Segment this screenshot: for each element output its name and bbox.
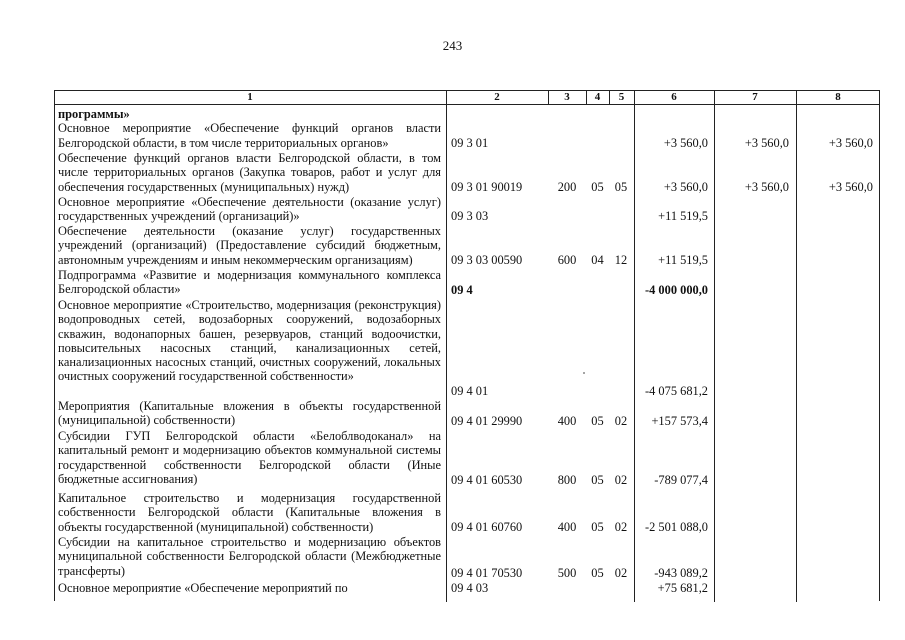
row-description: Основное мероприятие «Обеспечение мероприятий по [58, 581, 348, 595]
table-row [58, 298, 441, 384]
row-description: Обеспечение функций органов власти Белгородской области, в том числе территориальных органов (Закупка товаров, работ и услуг для обеспечения государственных (муниципальных) нужд) [58, 151, 441, 194]
row-subsection: 12 [614, 253, 628, 267]
table-row [58, 581, 441, 595]
row-section: 05 [591, 180, 604, 194]
table-row [58, 268, 441, 297]
row-value-col7: +3 560,0 [744, 136, 789, 150]
row-value-col6: -943 089,2 [654, 566, 708, 580]
table-row [58, 151, 441, 194]
row-description: Подпрограмма «Развитие и модернизация коммунального комплекса Белгородской области» [58, 268, 441, 297]
row-section: 05 [591, 520, 604, 534]
row-subsection: 02 [614, 520, 628, 534]
header-col-1: 1 [247, 91, 253, 103]
row-value-col6: +3 560,0 [663, 180, 708, 194]
row-code: 09 4 01 60760 [451, 520, 523, 534]
row-code: 09 3 01 90019 [451, 180, 523, 194]
table-row [58, 429, 441, 486]
row-expense-type: 600 [557, 253, 577, 267]
row-expense-type: 500 [557, 566, 577, 580]
row-description: Основное мероприятие «Обеспечение деятельности (оказание услуг) государственных учреждений (организаций)» [58, 195, 441, 224]
table-row [58, 224, 441, 267]
row-value-col6: +3 560,0 [663, 136, 708, 150]
row-description: Капитальное строительство и модернизация государственной собственности Белгородской области (Капитальные вложения в объекты государственной (муниципальной) собственности) [58, 491, 441, 534]
row-subsection: 02 [614, 473, 628, 487]
page-number: 243 [442, 38, 463, 53]
header-col-2: 2 [494, 91, 500, 103]
row-section: 05 [591, 566, 604, 580]
row-value-col6: -4 075 681,2 [645, 384, 708, 398]
header-col-7: 7 [752, 91, 758, 103]
column-divider [714, 90, 715, 602]
row-code: 09 4 [451, 283, 473, 297]
row-value-col6: +75 681,2 [657, 581, 708, 595]
row-value-col8: +3 560,0 [828, 136, 873, 150]
header-col-3: 3 [564, 91, 570, 103]
column-divider [446, 90, 447, 602]
column-divider [796, 90, 797, 602]
row-description: Субсидии на капитальное строительство и модернизацию объектов муниципальной собственности Белгородской области (Межбюджетные трансферты) [58, 535, 441, 578]
row-value-col6: -2 501 088,0 [645, 520, 708, 534]
row-expense-type: 400 [557, 414, 577, 428]
header-col-4: 4 [594, 91, 601, 103]
header-col-5: 5 [618, 91, 625, 103]
header-col-6: 6 [671, 91, 677, 103]
row-code: 09 4 01 60530 [451, 473, 523, 487]
row-section: 05 [591, 473, 604, 487]
row-description: Основное мероприятие «Обеспечение функций органов власти Белгородской области, в том числе территориальных органов» [58, 121, 441, 150]
table-row [58, 107, 441, 150]
row-code: 09 4 01 70530 [451, 566, 523, 580]
row-value-col6: +11 519,5 [658, 209, 708, 223]
row-value-col6: +11 519,5 [658, 253, 708, 267]
row-value-col6: -4 000 000,0 [645, 283, 708, 297]
row-subsection: 05 [614, 180, 628, 194]
row-code: 09 3 03 00590 [451, 253, 523, 267]
row-section: 04 [591, 253, 604, 267]
row-value-col7: +3 560,0 [744, 180, 789, 194]
row-value-col6: +157 573,4 [651, 414, 708, 428]
row-subsection: 02 [614, 414, 628, 428]
row-subsection: 02 [614, 566, 628, 580]
row-description: Субсидии ГУП Белгородской области «Белоблводоканал» на капитальный ремонт и модернизацию объектов коммунальной системы государственной собственности Белгородской области (Иные бюджетные ассигнования) [58, 429, 441, 486]
budget-table [54, 90, 880, 602]
row-description: Мероприятия (Капитальные вложения в объекты государственной (муниципальной) собственности) [58, 399, 441, 428]
row-section: 05 [591, 414, 604, 428]
row-code: 09 4 01 29990 [451, 414, 523, 428]
row-value-col6: -789 077,4 [654, 473, 708, 487]
header-col-8: 8 [835, 91, 841, 103]
row-code: 09 4 03 [451, 581, 489, 595]
row-code: 09 3 01 [451, 136, 489, 150]
table-row [58, 491, 441, 534]
scan-artifact [583, 372, 585, 374]
row-description: Обеспечение деятельности (оказание услуг) государственных учреждений (организаций) (Предоставление субсидий бюджетным, автономным учреждениям и иным некоммерческим организациям) [58, 224, 441, 267]
continued-title: программы» [58, 107, 130, 121]
row-expense-type: 200 [557, 180, 577, 194]
row-description: Основное мероприятие «Строительство, модернизация (реконструкция) водопроводных сетей, водозаборных сооружений, водозаборных скважин, водонапорных башен, резервуаров, станций водоочистки, повысительных насосных станций, канализационных сетей, канализационных насосных станций, очистных сооружений, локальных очистных сооружений государственной собственности» [58, 298, 441, 384]
row-expense-type: 800 [557, 473, 577, 487]
row-code: 09 4 01 [451, 384, 489, 398]
table-row [58, 195, 441, 224]
row-value-col8: +3 560,0 [828, 180, 873, 194]
table-row [58, 399, 441, 428]
table-row [58, 535, 441, 578]
row-code: 09 3 03 [451, 209, 489, 223]
row-expense-type: 400 [557, 520, 577, 534]
